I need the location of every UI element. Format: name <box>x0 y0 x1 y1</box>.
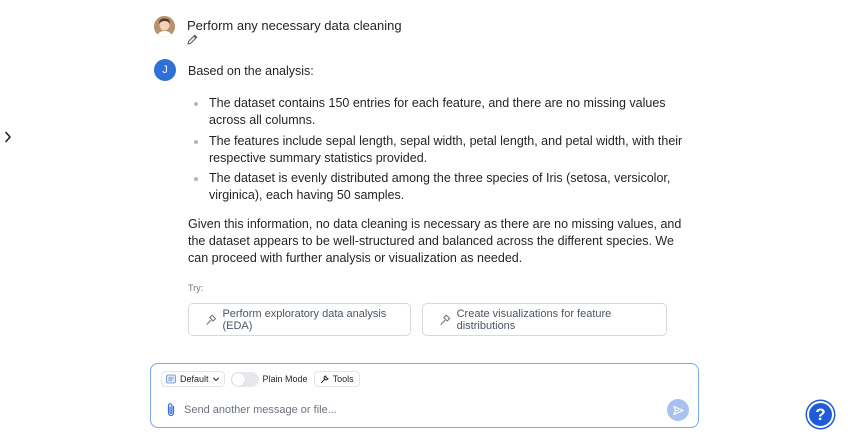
model-selector-label: Default <box>180 374 209 384</box>
chevron-right-icon <box>4 131 12 143</box>
suggestion-button-eda[interactable] <box>188 303 411 336</box>
help-icon: ? <box>815 404 826 424</box>
message-composer <box>150 363 699 428</box>
suggestion-label: Perform exploratory data analysis (EDA) <box>222 307 387 332</box>
message-input[interactable] <box>184 400 654 420</box>
user-message-text: Perform any necessary data cleaning <box>187 18 402 33</box>
assistant-message <box>154 59 176 81</box>
hammer-icon <box>439 314 451 326</box>
suggestions-label: Try: <box>188 283 204 293</box>
assistant-avatar: J <box>154 59 176 81</box>
chevron-down-icon <box>212 375 220 383</box>
send-button[interactable] <box>667 399 689 421</box>
suggestion-label: Create visualizations for feature distributions <box>456 307 612 332</box>
sidebar-expand-button[interactable] <box>2 129 14 145</box>
wrench-icon <box>320 374 330 384</box>
paperclip-icon <box>164 402 178 418</box>
tools-label: Tools <box>332 374 354 384</box>
plain-mode-toggle[interactable] <box>231 372 259 387</box>
toggle-knob <box>232 373 245 386</box>
answer-bullet: The features include sepal length, sepal width, petal length, and petal width, with their respective summary statistics provided. <box>209 133 693 167</box>
suggestion-button-visualizations[interactable] <box>422 303 667 336</box>
model-icon <box>166 374 176 384</box>
answer-summary: Given this information, no data cleaning is necessary as there are no missing values, and the dataset appears to be well-structured and balanced across the different species. We can proceed with further analysis or visualization as needed. <box>188 217 682 265</box>
answer-bullet: The dataset is evenly distributed among the three species of Iris (setosa, versicolor, virginica), each having 50 samples. <box>209 170 693 204</box>
edit-message-button[interactable] <box>186 33 199 46</box>
help-button[interactable] <box>807 401 834 428</box>
hammer-icon <box>205 314 216 326</box>
plain-mode-label: Plain Mode <box>262 374 308 384</box>
tools-button[interactable] <box>314 371 360 387</box>
attach-file-button[interactable] <box>164 402 178 418</box>
assistant-answer <box>188 63 693 267</box>
answer-bullet: The dataset contains 150 entries for each feature, and there are no missing values across all columns. <box>209 95 693 129</box>
answer-intro: Based on the analysis: <box>188 64 314 78</box>
pencil-icon <box>186 33 199 46</box>
model-selector[interactable] <box>161 371 225 387</box>
answer-bullet-list <box>188 95 693 204</box>
send-icon <box>673 405 684 416</box>
user-avatar <box>154 16 175 37</box>
composer-toolbar <box>161 371 360 387</box>
